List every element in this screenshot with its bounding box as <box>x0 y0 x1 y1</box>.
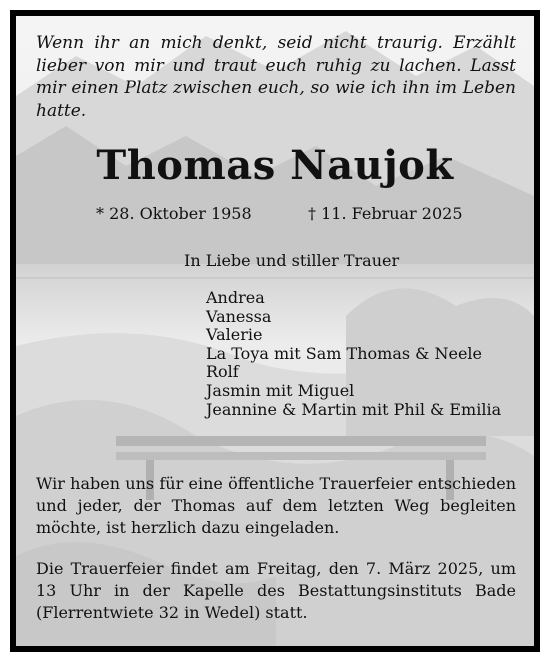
deceased-name: Thomas Naujok <box>96 142 454 189</box>
obituary-content <box>16 16 534 646</box>
mourner-name: Jasmin mit Miguel <box>206 380 355 400</box>
mourners-list <box>206 289 501 419</box>
mourner-name: Jeannine & Martin mit Phil & Emilia <box>206 399 502 419</box>
mourner-name: Valerie <box>206 325 263 345</box>
birth-date: * 28. Oktober 1958 <box>96 204 252 223</box>
public-service-notice: Wir haben uns für eine öffentliche Trauerfeier entschieden und jeder, der Thomas auf dem letzten Weg begleiten möchte, ist herzlich dazu eingeladen. <box>36 474 516 537</box>
mourning-dedication: In Liebe und stiller Trauer <box>184 251 400 270</box>
mourner-name: Andrea <box>206 288 265 307</box>
memorial-quote: Wenn ihr an mich denkt, seid nicht traurig. Erzählt lieber von mir und traut euch ruhig zu lachen. Lasst mir einen Platz zwischen euch, so wie ich ihn im Leben hatte. <box>36 33 516 121</box>
mourner-name: Vanessa <box>206 306 272 326</box>
mourner-name: Rolf <box>206 362 239 382</box>
obituary-frame <box>10 10 540 652</box>
funeral-details: Die Trauerfeier findet am Freitag, den 7. März 2025, um 13 Uhr in der Kapelle des Bestattungsinstituts Bade (Flerrentwiete 32 in Wedel) statt. <box>36 559 516 622</box>
death-date: † 11. Februar 2025 <box>308 204 463 223</box>
mourner-name: La Toya mit Sam Thomas & Neele <box>206 343 483 363</box>
